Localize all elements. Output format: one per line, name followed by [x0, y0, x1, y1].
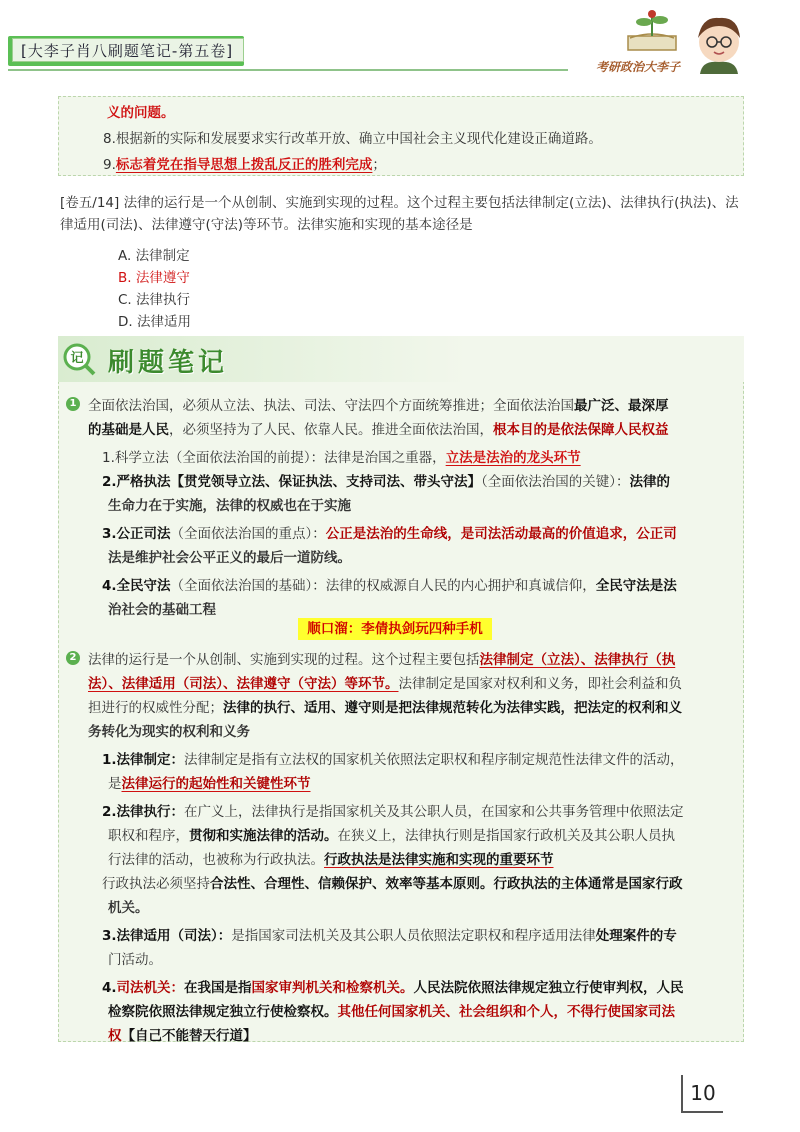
text: 1.科学立法（全面依法治国的前提）：法律是治国之重器，	[102, 450, 446, 466]
text-bold: 法律的执行、适用、遵守则是把法律规范转化为法律实践，把法定的权利和义	[223, 700, 682, 716]
option-b-correct: B. 法律遵守	[118, 270, 190, 286]
text-emphasis: 权	[108, 1028, 122, 1044]
s2-line3	[88, 696, 682, 716]
text: 法律制定是国家对权利和义务，即社会利益和负	[398, 676, 682, 692]
s2-line1	[88, 648, 675, 668]
text-emphasis: 法律制定（立法）、法律执行（执	[479, 652, 676, 668]
text: 担进行的权威性分配；	[88, 700, 223, 716]
text: （全面依法治国的关键）：	[481, 474, 630, 490]
s2-item2-cont	[108, 824, 675, 844]
text: （全面依法治国的基础）：法律的权威源自人民的内心拥护和真诚信仰，	[170, 578, 596, 594]
s1-item2	[102, 470, 670, 490]
text: 职权和程序，	[108, 828, 189, 844]
question-stem	[60, 192, 746, 236]
s2-item2-note-cont: 机关。	[108, 900, 149, 916]
text-emphasis: 根本目的是依法保障人民权益	[493, 422, 669, 438]
s2-item4-cont	[108, 1000, 675, 1020]
note-magnifier-icon	[62, 342, 96, 376]
text: 行法律的活动，也被称为行政执法。	[108, 852, 324, 868]
s2-item4-cont	[108, 1024, 257, 1044]
text-emphasis: 其他任何国家机关、社会组织和个人，不得行使国家司法	[337, 1004, 675, 1020]
text-bold: 3.法律适用（司法）：	[102, 928, 232, 944]
text-bold: 的基础是人民	[88, 422, 169, 438]
text-emphasis: 立法是法治的龙头环节	[445, 450, 581, 466]
text-bold: 4.	[102, 980, 117, 996]
s1-item1	[102, 446, 581, 466]
s2-item4	[102, 976, 684, 996]
text: 法律的运行是一个从创制、实施到实现的过程。这个过程主要包括	[88, 652, 480, 668]
s1-line1	[88, 394, 669, 414]
s2-item3-cont: 门活动。	[108, 952, 162, 968]
text-emphasis: 国家审判机关和检察机关。	[251, 980, 414, 996]
text-emphasis: 法）、法律适用（司法）、法律遵守（守法）等环节。	[88, 676, 399, 692]
text-bold: 全民守法是法	[595, 578, 677, 594]
brand-name: 考研政治大李子	[596, 60, 681, 74]
text-bold: 人民法院依照法律规定独立行使审判权，人民	[413, 980, 684, 996]
s2-item1	[102, 748, 684, 768]
text-bold: 4.全民守法	[102, 578, 171, 594]
s1-item4-cont: 治社会的基础工程	[108, 602, 216, 618]
text-bold: 2.严格执法	[102, 474, 171, 490]
text-bold: 处理案件的专	[595, 928, 677, 944]
text-emphasis: 法律运行的起始性和关键性环节	[121, 776, 311, 792]
s2-item2-note	[102, 872, 683, 892]
mnemonic-slogan: 顺口溜：李倩执剑玩四种手机	[298, 618, 492, 640]
s1-item2-cont: 生命力在于实施，法律的权威也在于实施	[108, 498, 351, 514]
option-c: C. 法律执行	[118, 292, 191, 308]
text: 在广义上，法律执行是指国家机关及其公职人员，在国家和公共事务管理中依照法定	[184, 804, 684, 820]
text-bold: 最广泛、最深厚	[574, 398, 669, 414]
prev-note-line	[103, 153, 386, 173]
text: 是	[108, 776, 122, 792]
section-1-bullet: 1	[66, 397, 80, 411]
option-d: D. 法律适用	[118, 314, 191, 330]
text: 在狭义上，法律执行则是指国家行政机关及其公职人员执	[337, 828, 675, 844]
text-bold: 1.法律制定：	[102, 752, 185, 768]
s2-item2-cont	[108, 848, 554, 868]
text-bold: 贯彻和实施法律的活动。	[189, 828, 338, 844]
notes-icon-char: 记	[70, 351, 84, 366]
text: 全面依法治国，必须从立法、执法、司法、守法四个方面统筹推进；全面依法治国	[88, 398, 574, 414]
text-emphasis: 行政执法是法律实施和实现的重要环节	[324, 852, 554, 868]
text: ，必须坚持为了人民、依靠人民。推进全面依法治国，	[169, 422, 493, 438]
prev-note-line: 8.根据新的实际和发展要求实行改革开放、确立中国社会主义现代化建设正确道路。	[103, 131, 602, 147]
s1-item3	[102, 522, 677, 542]
previous-notes-box	[58, 96, 744, 176]
s1-item3-cont: 法是维护社会公平正义的最后一道防线。	[108, 550, 351, 566]
s2-item1-cont	[108, 772, 311, 792]
text-emphasis: 司法机关：	[116, 980, 185, 996]
prev-note-line: 义的问题。	[107, 105, 175, 121]
book-plant-logo-icon	[620, 8, 684, 58]
question-text: 法律的运行是一个从创制、实施到实现的过程。这个过程主要包括法律制定(立法)、法律执行(执法)、法律适用(司法)、法律遵守(守法)等环节。法律实施和实现的基本途径是	[60, 195, 739, 233]
text-bold: 【贯党领导立法、保证执法、支持司法、带头守法】	[170, 474, 482, 490]
s2-item2	[102, 800, 684, 820]
text-bold: 2.法律执行：	[102, 804, 185, 820]
header-title: [大李子肖八刷题笔记-第五卷]	[12, 38, 244, 62]
s2-line2	[88, 672, 682, 692]
text: 行政执法必须坚持	[102, 876, 210, 892]
prev-note-emphasis: 标志着党在指导思想上拨乱反正的胜利完成	[115, 157, 373, 173]
text: 法律制定是指有立法权的国家机关依照法定职权和程序制定规范性法律文件的活动，	[184, 752, 684, 768]
page-number: 10	[681, 1075, 723, 1113]
prev-note-prefix: 9.	[103, 157, 116, 173]
text-bold: 【自己不能替天行道】	[121, 1028, 257, 1044]
text-bold: 合法性、合理性、信赖保护、效率等基本原则。行政执法的主体通常是国家行政	[210, 876, 683, 892]
text: （全面依法治国的重点）：	[170, 526, 326, 542]
s1-line2	[88, 418, 669, 438]
option-a: A. 法律制定	[118, 248, 190, 264]
text-bold: 检察院依照法律规定独立行使检察权。	[108, 1004, 338, 1020]
text-bold: 3.公正司法	[102, 526, 171, 542]
text-bold: 在我国是指	[184, 980, 252, 996]
text: 是指国家司法机关及其公职人员依照法定职权和程序适用法律	[231, 928, 596, 944]
prev-note-suffix: ；	[372, 157, 386, 173]
s2-line4: 务转化为现实的权利和义务	[88, 724, 250, 740]
text-bold: 法律的	[629, 474, 671, 490]
section-2-bullet: 2	[66, 651, 80, 665]
question-number: [卷五/14]	[60, 195, 120, 211]
text-emphasis: 公正是法治的生命线，是司法活动最高的价值追求，公正司	[325, 526, 677, 542]
s1-item4	[102, 574, 677, 594]
s2-item3	[102, 924, 677, 944]
header-divider	[8, 69, 568, 71]
notes-title: 刷题笔记	[108, 348, 229, 378]
